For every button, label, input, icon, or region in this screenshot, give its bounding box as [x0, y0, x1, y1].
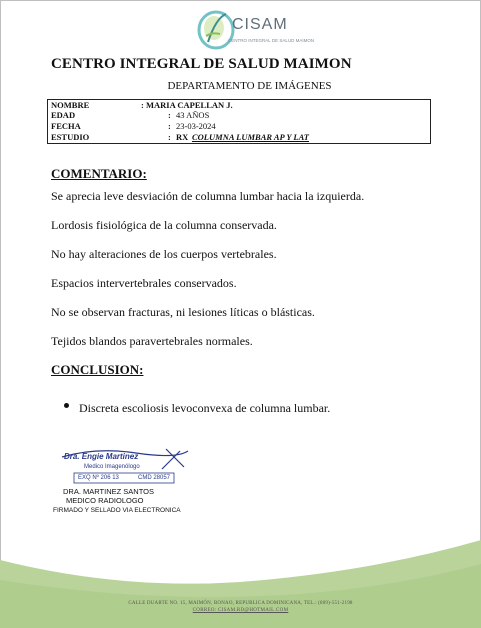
study-value: COLUMNA LUMBAR AP Y LAT	[192, 132, 309, 142]
info-label: EDAD	[51, 110, 76, 120]
comment-heading: COMENTARIO:	[51, 166, 147, 181]
stamp-role: Medico Imagenólogo	[84, 464, 140, 470]
footer-email[interactable]: CORREO: CISAM.RD@HOTMAIL.COM	[192, 608, 289, 613]
conclusion-item: Discreta escoliosis levoconvexa de columna lumbar.	[79, 401, 331, 415]
stamp-name: Dra. Engie Martinez	[64, 452, 139, 461]
info-colon: :	[141, 100, 144, 110]
comment-paragraph: Espacios intervertebrales conservados.	[51, 276, 237, 290]
comment-paragraph: Se aprecia leve desviación de columna lumbar hacia la izquierda.	[51, 189, 365, 203]
stamp-cmd: CMD 28057	[138, 475, 171, 481]
patient-name-value: MARIA CAPELLAN J.	[146, 100, 233, 110]
patient-info-box	[47, 99, 431, 144]
logo-wordmark: CISAM	[232, 16, 288, 33]
study-prefix: RX	[176, 132, 189, 142]
logo-subtitle: CENTRO INTEGRAL DE SALUD MAIMON	[228, 38, 315, 43]
comment-paragraph: No se observan fracturas, ni lesiones líticas o blásticas.	[51, 305, 315, 319]
exam-date-value: 23-03-2024	[176, 121, 216, 131]
stamp-exq: EXQ Nº 206 13	[78, 475, 119, 481]
info-colon: :	[168, 121, 171, 131]
doctor-name: DRA. MARTINEZ SANTOS	[63, 487, 154, 496]
info-colon: :	[168, 132, 171, 142]
patient-age-value: 43 AÑOS	[176, 110, 210, 120]
doctor-stamp	[56, 447, 196, 489]
info-label: ESTUDIO	[51, 132, 90, 142]
comment-paragraph: No hay alteraciones de los cuerpos vertebrales.	[51, 247, 277, 261]
conclusion-heading: CONCLUSION:	[51, 362, 144, 377]
info-label: FECHA	[51, 121, 81, 131]
department-title: DEPARTAMENTO DE IMÁGENES	[167, 80, 332, 92]
comment-paragraph: Lordosis fisiológica de la columna conservada.	[51, 218, 277, 232]
center-title: CENTRO INTEGRAL DE SALUD MAIMON	[51, 56, 352, 72]
info-colon: :	[168, 110, 171, 120]
footer-address: CALLE DUARTE NO. 15, MAIMÓN, BONAO, REPUBLICA DOMINICANA, TEL.: (809)-551-2198	[128, 601, 353, 606]
signature-note: FIRMADO Y SELLADO VIA ELECTRONICA	[53, 507, 181, 514]
info-label: NOMBRE	[51, 100, 90, 110]
bullet-icon	[64, 403, 69, 408]
doctor-role: MEDICO RADIOLOGO	[66, 496, 144, 505]
comment-paragraph: Tejidos blandos paravertebrales normales.	[51, 334, 253, 348]
